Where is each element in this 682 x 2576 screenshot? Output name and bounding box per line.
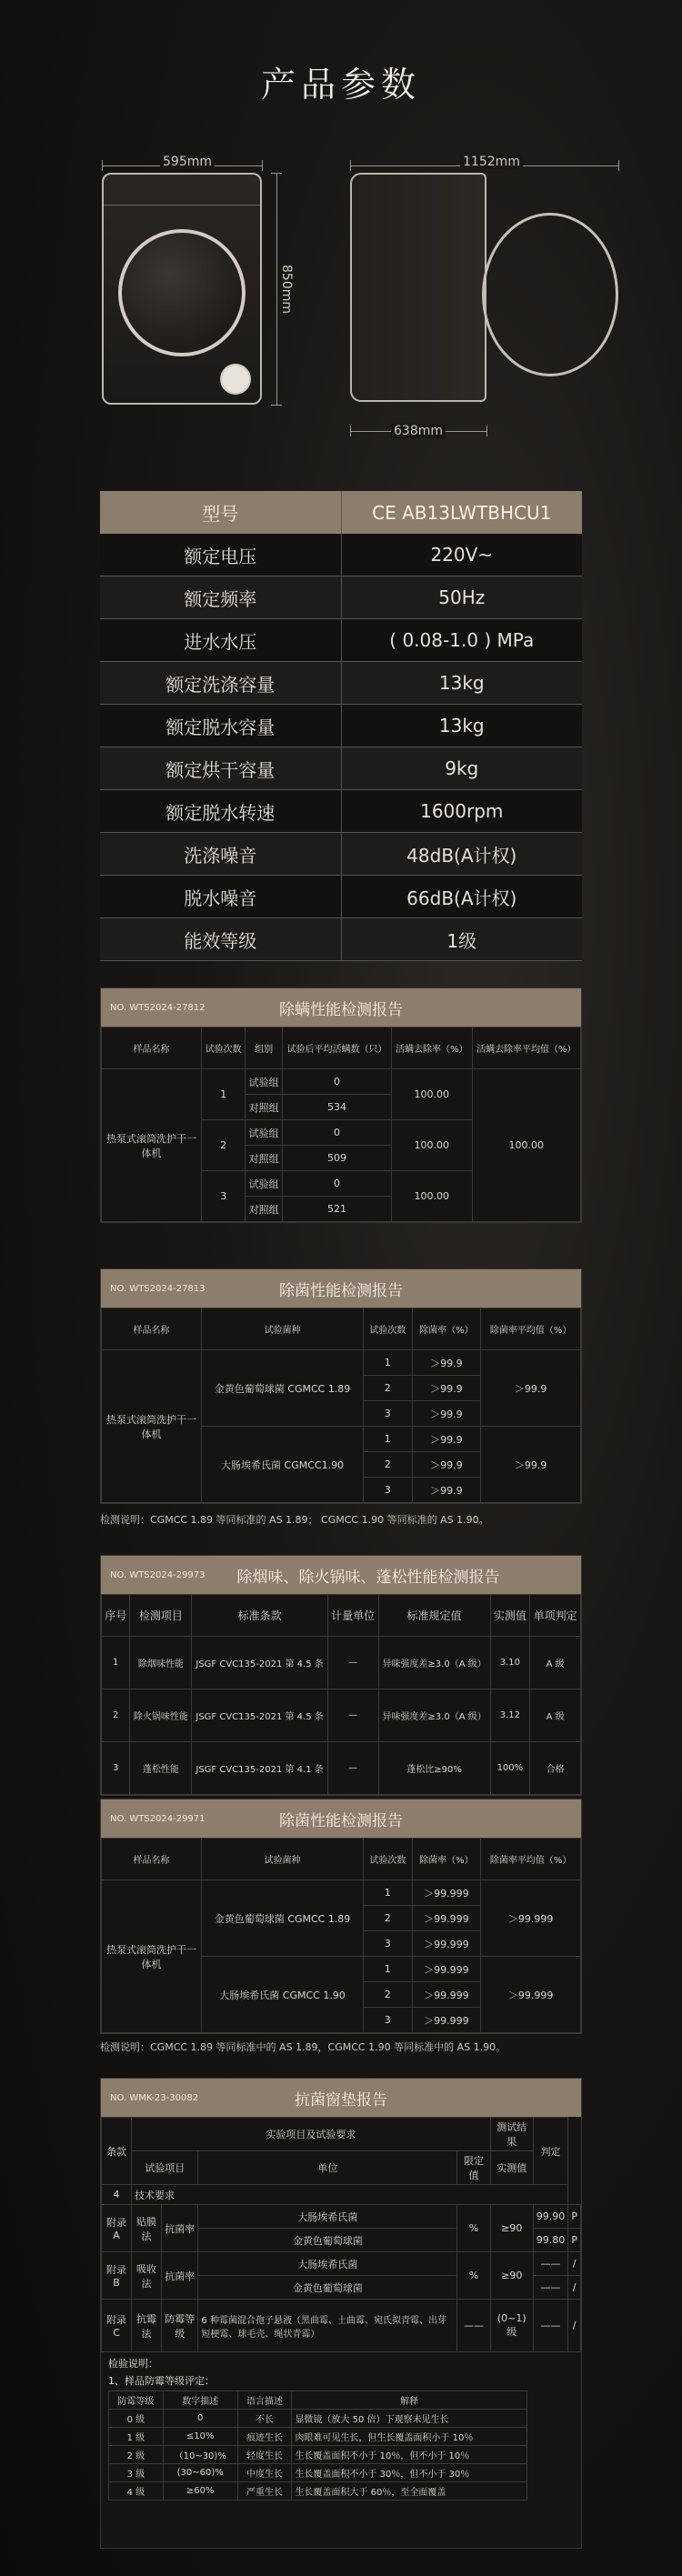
spec-value: 1级 <box>446 929 477 952</box>
table-cell: JSGF CVC135-2021 第 4.5 条 <box>192 1689 327 1742</box>
table-cell: (30~60)% <box>163 2464 237 2482</box>
column-header: 检测项目 <box>130 1595 192 1637</box>
table-cell: 蓬松性能 <box>130 1742 192 1795</box>
inspection-notes-label: 检验说明： <box>108 2358 158 2370</box>
group-name: 试验组 <box>246 1171 283 1197</box>
column-header: 标准条款 <box>192 1595 327 1637</box>
table-cell: ≥60% <box>163 2482 237 2501</box>
column-header: 判定 <box>533 2118 568 2185</box>
measured-value: —— <box>533 2252 568 2276</box>
table-cell: 除火锅味性能 <box>130 1689 192 1742</box>
grade-title: 1、样品防霉等级评定： <box>108 2375 215 2387</box>
table-row <box>102 1637 581 1689</box>
group-name: 试验组 <box>246 1069 283 1095</box>
column-header: 活螨去除率（%） <box>391 1027 472 1069</box>
run-number: 2 <box>364 1376 412 1401</box>
mite-count: 534 <box>283 1095 392 1120</box>
spec-value: 50Hz <box>438 586 486 608</box>
report-mite-removal <box>100 987 582 1223</box>
total-depth-label: 1152mm <box>460 155 523 169</box>
spec-value: 66dB(A计权) <box>406 887 517 909</box>
removal-rate: ＞99.9 <box>412 1452 481 1478</box>
run-number: 3 <box>202 1171 246 1222</box>
table-row <box>109 2446 527 2464</box>
report-number: NO. WMK-23-30082 <box>110 2092 199 2103</box>
width-label: 595mm <box>160 155 215 169</box>
limit: ≥90 <box>490 2252 533 2300</box>
column-header: 试验后平均活螨数（只） <box>283 1027 392 1069</box>
table-row <box>102 1069 581 1095</box>
spec-value: 220V~ <box>430 544 494 566</box>
column-header: 限定值 <box>457 2151 490 2185</box>
annex-code: 附录 B <box>102 2252 132 2300</box>
spec-value: 1600rpm <box>420 800 504 822</box>
column-header: 防霉等级 <box>109 2391 164 2410</box>
spec-value: 13kg <box>438 715 485 737</box>
removal-rate: ＞99.9 <box>412 1350 481 1376</box>
table-cell: 异味强度差≥3.0（A 级） <box>378 1689 490 1742</box>
removal-rate: ＞99.999 <box>412 1982 481 2008</box>
header-row <box>109 2391 527 2410</box>
spec-label: 脱水噪音 <box>100 876 342 917</box>
strain-name: 大肠埃希氏菌 CGMCC 1.90 <box>202 1957 364 2033</box>
verdict: / <box>568 2276 581 2300</box>
table-cell: 0 <box>163 2410 237 2428</box>
height-tick-top <box>271 173 282 174</box>
table-cell: 中度生长 <box>237 2464 292 2482</box>
height-tick-bottom <box>271 405 282 406</box>
measured-value: —— <box>533 2276 568 2300</box>
table-cell: 3.12 <box>490 1689 530 1742</box>
header-row <box>102 1027 581 1069</box>
report-header <box>101 1556 581 1594</box>
run-number: 3 <box>364 1931 412 1957</box>
table-cell: 蓬松比≥90% <box>378 1742 490 1795</box>
spec-value: 13kg <box>438 672 485 694</box>
table-row <box>109 2428 527 2446</box>
run-number: 2 <box>202 1120 246 1171</box>
column-header: 试验次数 <box>202 1027 246 1069</box>
page-title: 产品参数 <box>260 65 421 105</box>
measured-value: 99.90 <box>533 2205 568 2229</box>
unit: % <box>457 2252 490 2300</box>
sample-name: 热泵式滚筒洗护干一体机 <box>102 1350 202 1503</box>
width-tick-left <box>102 160 103 171</box>
removal-rate: ＞99.9 <box>412 1427 481 1452</box>
strain-name: 金黄色葡萄球菌 <box>198 2276 457 2300</box>
measured-value: 99.80 <box>533 2229 568 2252</box>
table-row <box>102 2300 581 2352</box>
header-row <box>102 1839 581 1880</box>
grade-table <box>108 2391 527 2501</box>
column-header: 活螨去除率平均值（%） <box>472 1027 580 1069</box>
table-cell: — <box>327 1637 378 1689</box>
report-header <box>101 988 581 1027</box>
run-number: 2 <box>364 1982 412 2008</box>
mite-count: 0 <box>283 1069 392 1095</box>
report-table <box>101 1027 581 1222</box>
column-header: 样品名称 <box>102 1027 202 1069</box>
report-table <box>101 1308 581 1503</box>
column-header: 试验项目 <box>132 2151 198 2185</box>
spec-row <box>100 705 582 747</box>
section-number: 4 <box>102 2185 132 2205</box>
control-panel <box>104 175 260 205</box>
dial-knob <box>220 364 251 395</box>
spec-row <box>100 790 582 833</box>
table-cell: ≤10% <box>163 2428 237 2446</box>
table-cell: 4 级 <box>109 2482 164 2501</box>
removal-average: ＞99.9 <box>481 1350 581 1427</box>
header-row <box>102 1308 581 1350</box>
table-row <box>102 1742 581 1795</box>
spec-label: 额定脱水转速 <box>100 790 342 832</box>
spec-row <box>100 534 582 576</box>
table-cell: A 级 <box>530 1689 581 1742</box>
spec-value: CE AB13LWTBHCU1 <box>372 501 552 524</box>
run-number: 1 <box>364 1957 412 1982</box>
unit: % <box>457 2205 490 2252</box>
group-name: 对照组 <box>246 1146 283 1171</box>
strain-name: 金黄色葡萄球菌 <box>198 2229 457 2252</box>
table-cell: 3 <box>102 1742 130 1795</box>
run-number: 3 <box>364 2008 412 2033</box>
verdict: / <box>568 2300 581 2352</box>
spec-value: ( 0.08-1.0 ) MPa <box>389 629 535 651</box>
report-number: NO. WTS2024-29973 <box>110 1569 206 1580</box>
table-cell: — <box>327 1689 378 1742</box>
column-header: 除菌率（%） <box>412 1308 481 1350</box>
verdict: P <box>568 2229 581 2252</box>
removal-rate: 100.00 <box>391 1069 472 1120</box>
removal-average: ＞99.999 <box>481 1880 581 1957</box>
table-row <box>102 2205 581 2229</box>
report-note: 检测说明：CGMCC 1.89 等同标准的 AS 1.89； CGMCC 1.90 等同标准的 AS 1.90。 <box>100 1514 489 1526</box>
removal-rate: ＞99.999 <box>412 1931 481 1957</box>
measured-value: —— <box>533 2300 568 2352</box>
table-cell: （10~30)% <box>163 2446 237 2464</box>
mite-count: 521 <box>283 1197 392 1222</box>
column-header: 语言描述 <box>237 2391 292 2410</box>
sample-name: 热泵式滚筒洗护干一体机 <box>102 1880 202 2033</box>
section-row <box>102 2185 581 2205</box>
table-cell: 0 级 <box>109 2410 164 2428</box>
report-table <box>101 2117 581 2352</box>
table-cell: 除烟味性能 <box>130 1637 192 1689</box>
run-number: 3 <box>364 1401 412 1427</box>
report-number: NO. WTS2024-27813 <box>110 1283 206 1294</box>
report-number: NO. WTS2024-29971 <box>110 1813 206 1824</box>
annex-method: 贴膜法 <box>132 2205 162 2252</box>
report-note: 检测说明：CGMCC 1.89 等同标准中的 AS 1.89，CGMCC 1.90 等同标准中的 AS 1.90。 <box>100 2041 506 2053</box>
strain-name: 大肠埃希氏菌 CGMCC1.90 <box>202 1427 364 1503</box>
spec-label: 额定频率 <box>100 576 342 618</box>
limit: ≥90 <box>490 2205 533 2252</box>
body-depth-tick-left <box>350 426 351 436</box>
column-header: 单位 <box>198 2151 457 2185</box>
inspection-notes <box>101 2352 581 2504</box>
table-cell: 生长覆盖面积不小于 30％，但不小于 30％ <box>292 2464 527 2482</box>
removal-rate: ＞99.9 <box>412 1478 481 1503</box>
run-number: 1 <box>364 1350 412 1376</box>
washer-side-illustration <box>350 173 486 402</box>
removal-average: 100.00 <box>472 1069 580 1222</box>
body-depth-tick-right <box>486 426 487 436</box>
limit: (0~1)级 <box>490 2300 533 2352</box>
table-cell: 合格 <box>530 1742 581 1795</box>
header-row <box>102 2151 581 2185</box>
table-row <box>102 2252 581 2276</box>
verdict: P <box>568 2205 581 2229</box>
mite-count: 509 <box>283 1146 392 1171</box>
table-cell: 显微镜（放大 50 倍）下观察未见生长 <box>292 2410 527 2428</box>
removal-rate: ＞99.9 <box>412 1376 481 1401</box>
spec-row <box>100 619 582 662</box>
table-row <box>109 2410 527 2428</box>
table-row <box>102 1880 581 1906</box>
run-number: 1 <box>364 1427 412 1452</box>
column-header: 序号 <box>102 1595 130 1637</box>
header-row <box>102 1595 581 1637</box>
column-header: 试验次数 <box>364 1308 412 1350</box>
strain-name: 金黄色葡萄球菌 CGMCC 1.89 <box>202 1880 364 1957</box>
annex-item: 抗菌率 <box>162 2252 198 2300</box>
strain-name: 大肠埃希氏菌 <box>198 2252 457 2276</box>
run-number: 1 <box>364 1880 412 1906</box>
mite-count: 0 <box>283 1171 392 1197</box>
annex-method: 吸收法 <box>132 2252 162 2300</box>
unit: —— <box>457 2300 490 2352</box>
spec-label: 额定电压 <box>100 534 342 576</box>
column-header: 除菌率平均值（%） <box>481 1308 581 1350</box>
total-depth-tick-right <box>618 160 619 171</box>
annex-code: 附录 C <box>102 2300 132 2352</box>
annex-item: 抗菌率 <box>162 2205 198 2252</box>
spec-label: 型号 <box>100 491 342 534</box>
group-name: 对照组 <box>246 1197 283 1222</box>
run-number: 2 <box>364 1906 412 1931</box>
sample-name: 热泵式滚筒洗护干一体机 <box>102 1069 202 1222</box>
column-header: 试验菌种 <box>202 1839 364 1880</box>
table-cell: 痕迹生长 <box>237 2428 292 2446</box>
table-cell: 严重生长 <box>237 2482 292 2501</box>
report-header <box>101 2079 581 2117</box>
removal-rate: ＞99.999 <box>412 1906 481 1931</box>
run-number: 3 <box>364 1478 412 1503</box>
removal-rate: 100.00 <box>391 1171 472 1222</box>
column-header: 解释 <box>292 2391 527 2410</box>
removal-rate: ＞99.999 <box>412 1957 481 1982</box>
body-depth-label: 638mm <box>391 424 446 438</box>
run-number: 1 <box>202 1069 246 1120</box>
annex-item: 防霉等级 <box>162 2300 198 2352</box>
report-title: 除菌性能检测报告 <box>279 1281 403 1300</box>
height-dimension-line <box>276 173 277 405</box>
column-header: 试验次数 <box>364 1839 412 1880</box>
section-title: 技术要求 <box>132 2185 568 2205</box>
annex-description: 6 种霉菌混合孢子悬液（黑曲霉、土曲霉、宛氏拟青霉、出芽短梗霉、球毛壳、绳状青霉） <box>198 2300 457 2352</box>
table-cell: 1 <box>102 1637 130 1689</box>
group-name: 对照组 <box>246 1095 283 1120</box>
removal-average: ＞99.9 <box>481 1427 581 1503</box>
column-header: 样品名称 <box>102 1839 202 1880</box>
removal-rate: ＞99.9 <box>412 1401 481 1427</box>
spec-label: 额定洗涤容量 <box>100 662 342 704</box>
spec-row <box>100 747 582 790</box>
column-header: 标准规定值 <box>378 1595 490 1637</box>
table-row <box>102 1689 581 1742</box>
total-depth-tick-left <box>350 160 351 171</box>
removal-rate: 100.00 <box>391 1120 472 1171</box>
report-table <box>101 1838 581 2033</box>
report-title: 抗菌窗垫报告 <box>295 2090 387 2110</box>
table-row <box>102 1350 581 1376</box>
spec-value: 48dB(A计权) <box>406 844 517 867</box>
height-label: 850mm <box>279 265 294 314</box>
table-cell: 轻度生长 <box>237 2446 292 2464</box>
column-header: 单项判定 <box>530 1595 581 1637</box>
column-header: 样品名称 <box>102 1308 202 1350</box>
annex-method: 抗霉法 <box>132 2300 162 2352</box>
run-number: 2 <box>364 1452 412 1478</box>
spec-row <box>100 876 582 918</box>
report-antibacterial-1 <box>100 1268 582 1504</box>
table-cell: 3 级 <box>109 2464 164 2482</box>
table-cell: JSGF CVC135-2021 第 4.5 条 <box>192 1637 327 1689</box>
column-header: 数字描述 <box>163 2391 237 2410</box>
mite-count: 0 <box>283 1120 392 1146</box>
header-row <box>102 2118 581 2151</box>
report-odor-fluffiness <box>100 1555 582 1796</box>
report-number: NO. WTS2024-27812 <box>110 1002 206 1013</box>
report-table <box>101 1594 581 1795</box>
table-cell: JSGF CVC135-2021 第 4.1 条 <box>192 1742 327 1795</box>
removal-average: ＞99.999 <box>481 1957 581 2033</box>
report-antibacterial-2 <box>100 1799 582 2034</box>
table-row <box>109 2464 527 2482</box>
table-cell: 1 级 <box>109 2428 164 2446</box>
table-cell: 2 级 <box>109 2446 164 2464</box>
table-cell: 100% <box>490 1742 530 1795</box>
spec-row <box>100 833 582 876</box>
strain-name: 大肠埃希氏菌 <box>198 2205 457 2229</box>
report-title: 除菌性能检测报告 <box>279 1811 403 1830</box>
spec-row <box>100 662 582 705</box>
washer-front-illustration <box>102 173 262 405</box>
spec-value: 9kg <box>445 757 479 779</box>
column-header: 组别 <box>246 1027 283 1069</box>
spec-table <box>100 491 582 961</box>
table-cell: 2 <box>102 1689 130 1742</box>
spec-header-row <box>100 491 582 534</box>
spec-label: 洗涤噪音 <box>100 833 342 875</box>
table-cell: 3.10 <box>490 1637 530 1689</box>
removal-rate: ＞99.999 <box>412 2008 481 2033</box>
column-header: 计量单位 <box>327 1595 378 1637</box>
table-cell: A 级 <box>530 1637 581 1689</box>
column-header: 实测值 <box>490 1595 530 1637</box>
spec-row <box>100 918 582 961</box>
report-antibacterial-pad <box>100 2078 582 2549</box>
annex-code: 附录 A <box>102 2205 132 2252</box>
column-header: 除菌率（%） <box>412 1839 481 1880</box>
report-header <box>101 1799 581 1838</box>
washer-door <box>118 229 246 356</box>
width-tick-right <box>262 160 263 171</box>
washer-open-door-illustration <box>482 213 618 376</box>
verdict: / <box>568 2252 581 2276</box>
table-cell: — <box>327 1742 378 1795</box>
table-cell: 肉眼难可见生长，但生长覆盖面积小于 10％ <box>292 2428 527 2446</box>
table-cell: 不长 <box>237 2410 292 2428</box>
column-header: 除菌率平均值（%） <box>481 1839 581 1880</box>
column-header: 试验菌种 <box>202 1308 364 1350</box>
group-name: 试验组 <box>246 1120 283 1146</box>
column-header: 实验项目及试验要求 <box>132 2118 491 2151</box>
column-header: 实测值 <box>490 2151 533 2185</box>
report-header <box>101 1269 581 1308</box>
table-cell: 生长覆盖面积大于 60％，至全面覆盖 <box>292 2482 527 2501</box>
spec-label: 进水水压 <box>100 619 342 661</box>
spec-label: 能效等级 <box>100 918 342 960</box>
spec-row <box>100 576 582 619</box>
report-title: 除螨性能检测报告 <box>279 1000 403 1019</box>
strain-name: 金黄色葡萄球菌 CGMCC 1.89 <box>202 1350 364 1427</box>
table-cell: 异味强度差≥3.0（A 级） <box>378 1637 490 1689</box>
report-title: 除烟味、除火锅味、蓬松性能检测报告 <box>236 1568 500 1587</box>
table-row <box>109 2482 527 2501</box>
spec-label: 额定脱水容量 <box>100 705 342 747</box>
column-header: 测试结果 <box>490 2118 533 2151</box>
table-cell: 生长覆盖面积不小于 10％，但不小于 10％ <box>292 2446 527 2464</box>
removal-rate: ＞99.999 <box>412 1880 481 1906</box>
spec-label: 额定烘干容量 <box>100 747 342 789</box>
column-header: 条款 <box>102 2118 132 2185</box>
